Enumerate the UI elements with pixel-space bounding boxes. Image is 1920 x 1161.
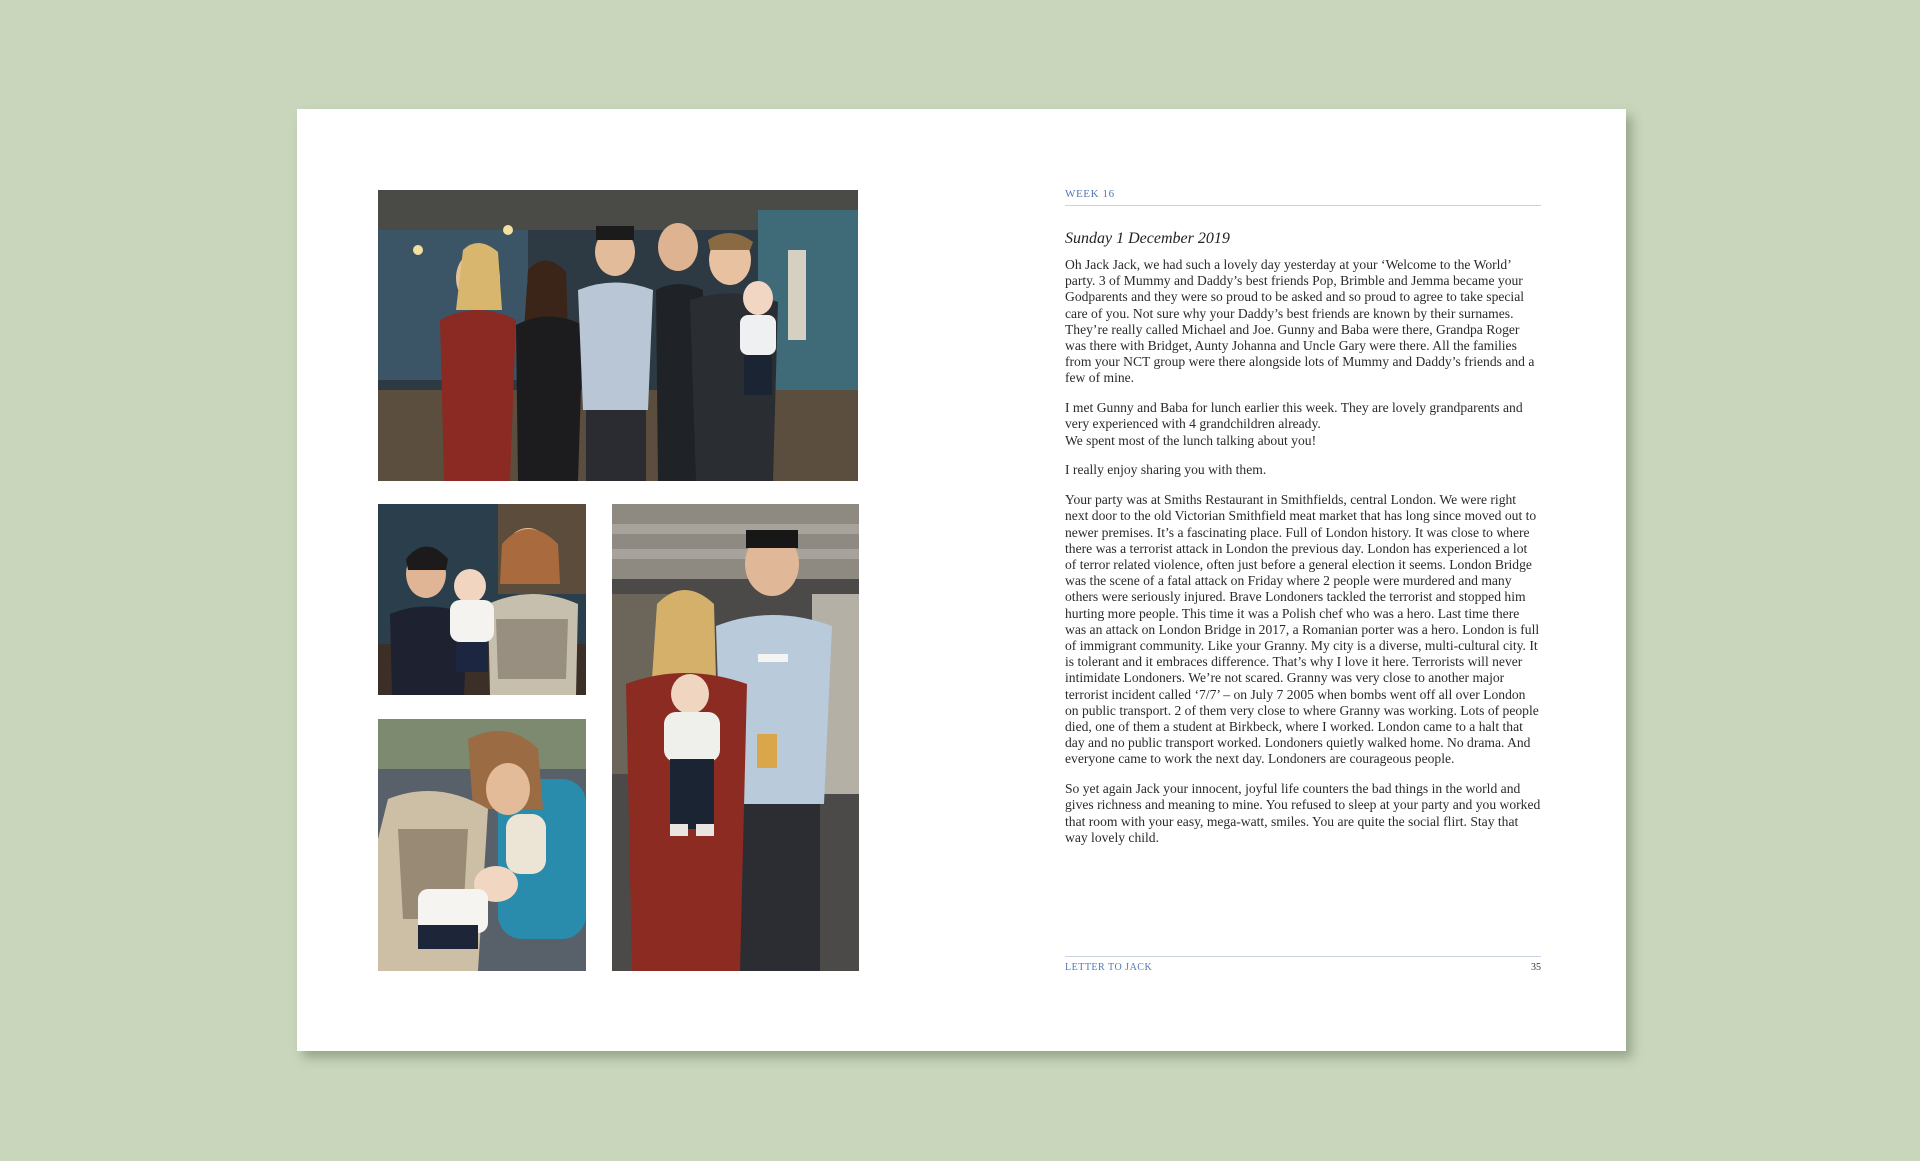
group-party-photo <box>378 190 858 481</box>
grandmothers-baby-photo <box>378 504 586 695</box>
paragraph: Your party was at Smiths Restaurant in Smithfields, central London. We were right next door to the old Victorian Smithfield meat market that has long since moved out to newer premises. It’s a fascinating place. Full of London history. It was close to where there was a terrorist attack in London the previous day. London has experienced a lot of terror related violence, often just before a general election it seems. London Bridge was the scene of a fatal attack on Friday where 2 people were murdered and many others were seriously injured. Brave Londoners tackled the terrorist and stopped him hurting more people. This time it was a Polish chef who was a hero. Last time there was an attack on London Bridge in 2017, a Romanian porter was a hero. London is full of immigrant community. Like your Granny. My city is a diverse, multi-cultural city. It is tolerant and it embraces difference. That’s why I love it here. Terrorists will never intimidate Londoners. We’re not scared. Granny was very close to another major terrorist incident called ‘7/7’ – on July 7 2005 when bombs went off all over London on public transport. 2 of them very close to where Granny was working. Lots of people died, one of them a student at Birkbeck, where I worked. London came to a halt that day and no public transport worked. Londoners quietly walked home. No drama. And everyone came to work the next day. Londoners are courageous people. <box>1065 492 1540 767</box>
letter-body <box>1065 257 1541 860</box>
week-heading: WEEK 16 <box>1065 188 1115 200</box>
book-title-footer: LETTER TO JACK <box>1065 962 1153 973</box>
paragraph: I met Gunny and Baba for lunch earlier this week. They are lovely grandparents and very experienced with 4 grandchildren already. We spent most of the lunch talking about you! <box>1065 400 1523 448</box>
feeding-baby-photo <box>378 719 586 971</box>
paragraph: I really enjoy sharing you with them. <box>1065 462 1267 478</box>
paragraph: So yet again Jack your innocent, joyful life counters the bad things in the world and gives richness and meaning to mine. You refused to sleep at your party and you worked that room with your easy, mega-watt, smiles. You are quite the social flirt. Stay that way lovely child. <box>1065 781 1541 845</box>
entry-date: Sunday 1 December 2019 <box>1065 230 1230 247</box>
book-spread <box>297 109 1626 1051</box>
paragraph: Oh Jack Jack, we had such a lovely day yesterday at your ‘Welcome to the World’ party. 3 of Mummy and Daddy’s best friends Pop, Brimble and Jemma became your Godparents and they were so proud to be asked and so proud to agree to take special care of you. Not sure why your Daddy’s best friends are known by their surnames. They’re really called Michael and Joe. Gunny and Baba were there, Grandpa Roger was there with Bridget, Aunty Johanna and Uncle Gary were there. All the families from your NCT group were there alongside lots of Mummy and Daddy’s friends and a few of mine. <box>1065 257 1535 386</box>
footer-rule <box>1065 956 1541 957</box>
header-rule <box>1065 205 1541 206</box>
page-number: 35 <box>1531 962 1541 973</box>
couple-with-baby-photo <box>612 504 859 971</box>
